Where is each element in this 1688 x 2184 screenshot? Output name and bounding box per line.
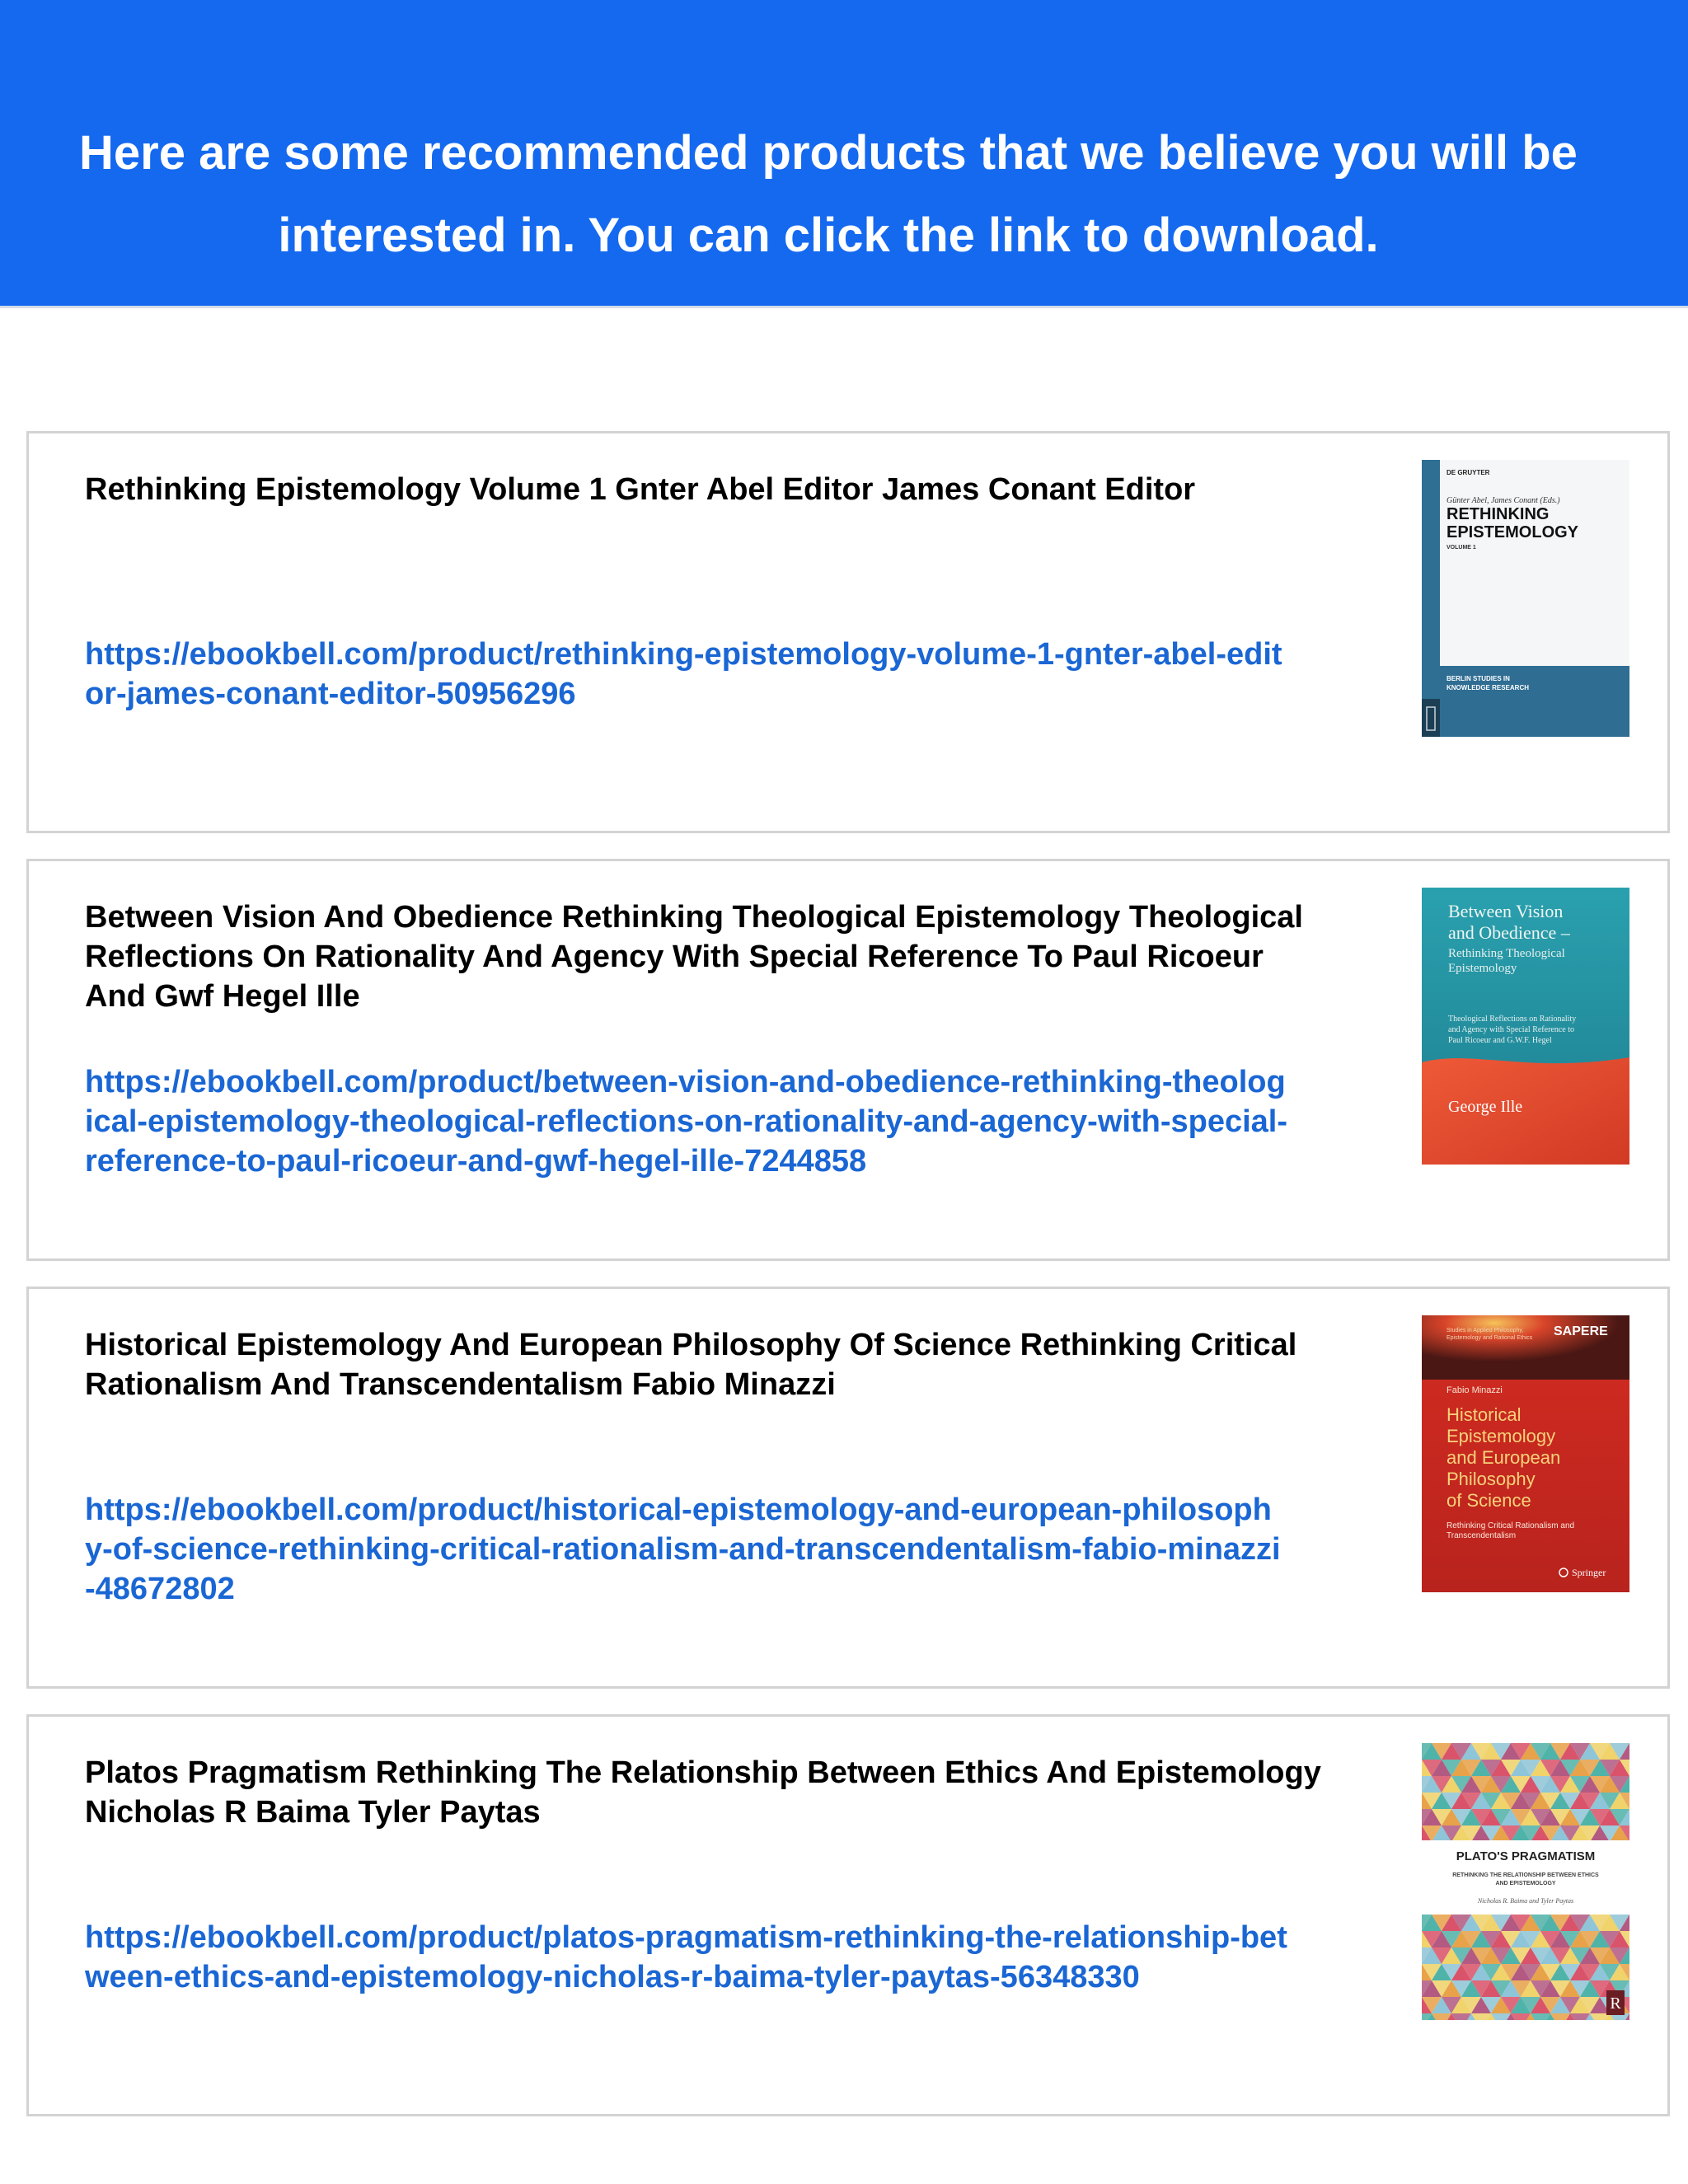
book-cover-historical-epistemology [1422, 1315, 1629, 1592]
cover-title-line: Historical [1447, 1404, 1522, 1425]
publisher-mark: R [1610, 1994, 1621, 2013]
book-cover-image[interactable] [1422, 1315, 1629, 1592]
book-cover-between-vision-and-obedience [1422, 888, 1629, 1165]
cover-series-line-1: Studies in Applied Philosophy, [1447, 1328, 1524, 1333]
product-download-link[interactable]: https://ebookbell.com/product/platos-pragmatism-rethinking-the-relationship-between-ethics-and-epistemology-nicholas-r-baima-tyler-paytas-56348330 [85, 1920, 1287, 1994]
product-title: Rethinking Epistemology Volume 1 Gnter Abel Editor James Conant Editor [85, 472, 1196, 507]
cover-author: George Ille [1448, 1098, 1523, 1116]
cover-description-line-1: Theological Reflections on Rationality [1448, 1015, 1577, 1024]
banner-line-2: interested in. You can click the link to download. [278, 209, 1379, 262]
book-cover-rethinking-epistemology [1422, 460, 1629, 737]
product-card [26, 1714, 1670, 2116]
cover-series-line-1: BERLIN STUDIES IN [1447, 675, 1510, 682]
product-download-link[interactable]: https://ebookbell.com/product/between-vision-and-obedience-rethinking-theological-epistemology-theological-reflections-on-rationality-and-agency-with-special-reference-to-paul-ricoeur-and-gwf-hegel-ille-7244858 [85, 1065, 1287, 1179]
book-cover-image[interactable] [1422, 888, 1629, 1165]
banner-line-1: Here are some recommended products that we believe you will be [79, 126, 1578, 180]
cover-series-name: SAPERE [1554, 1324, 1608, 1338]
product-download-link[interactable]: https://ebookbell.com/product/historical-epistemology-and-european-philosophy-of-science-rethinking-critical-rationalism-and-transcendentalism-fabio-minazzi-48672802 [85, 1493, 1281, 1606]
cover-title-line: Epistemology [1447, 1426, 1556, 1446]
triangle-pattern-bottom [1422, 1915, 1629, 2020]
cover-subtitle-line-2: Transcendentalism [1447, 1531, 1517, 1540]
cover-title: PLATO'S PRAGMATISM [1456, 1849, 1596, 1863]
cover-authors: Nicholas R. Baima and Tyler Paytas [1477, 1897, 1574, 1905]
product-download-link[interactable]: https://ebookbell.com/product/rethinking-epistemology-volume-1-gnter-abel-editor-james-conant-editor-50956296 [85, 637, 1282, 711]
cover-title-line-1: Between Vision [1448, 901, 1564, 921]
cover-title-line: Philosophy [1447, 1469, 1536, 1489]
cover-authors: Günter Abel, James Conant (Eds.) [1447, 496, 1560, 505]
product-card [26, 431, 1670, 833]
cover-subtitle-line-2: AND EPISTEMOLOGY [1495, 1881, 1556, 1886]
cover-title-line-2: EPISTEMOLOGY [1447, 523, 1579, 541]
cover-title-line: and European [1447, 1447, 1561, 1468]
product-title: Platos Pragmatism Rethinking The Relationship Between Ethics And Epistemology Nicholas R Baima Tyler Paytas [85, 1755, 1321, 1830]
book-cover-image[interactable] [1422, 1743, 1629, 2020]
book-cover-platos-pragmatism [1422, 1743, 1629, 2020]
product-title: Historical Epistemology And European Philosophy Of Science Rethinking Critical Rationalism And Transcendentalism Fabio Minazzi [85, 1328, 1297, 1402]
triangle-pattern-top [1422, 1743, 1629, 1842]
cover-publisher: Springer [1572, 1567, 1606, 1578]
cover-author: Fabio Minazzi [1447, 1385, 1503, 1395]
cover-series-line-2: Epistemology and Rational Ethics [1447, 1335, 1533, 1341]
cover-subtitle-line-2: Epistemology [1448, 962, 1517, 975]
cover-volume: VOLUME 1 [1447, 545, 1476, 551]
cover-title-line-1: RETHINKING [1447, 505, 1550, 523]
cover-subtitle-line-1: RETHINKING THE RELATIONSHIP BETWEEN ETHICS [1452, 1872, 1599, 1878]
cover-description-line-2: and Agency with Special Reference to [1448, 1025, 1574, 1034]
cover-subtitle-line-1: Rethinking Theological [1448, 947, 1565, 960]
cover-publisher: DE GRUYTER [1447, 469, 1490, 476]
product-card [26, 859, 1670, 1261]
recommendation-banner [0, 0, 1688, 308]
cover-subtitle-line-1: Rethinking Critical Rationalism and [1447, 1521, 1575, 1530]
banner-message [33, 112, 1624, 277]
product-title: Between Vision And Obedience Rethinking Theological Epistemology Theological Reflections On Rationality And Agency With Special Reference To Paul Ricoeur And Gwf Hegel Ille [85, 900, 1303, 1014]
cover-series-line-2: KNOWLEDGE RESEARCH [1447, 684, 1530, 691]
product-card [26, 1286, 1670, 1689]
book-cover-image[interactable] [1422, 460, 1629, 737]
cover-title-line: of Science [1447, 1490, 1531, 1511]
cover-description-line-3: Paul Ricoeur and G.W.F. Hegel [1448, 1036, 1552, 1045]
cover-title-line-2: and Obedience – [1448, 922, 1570, 943]
